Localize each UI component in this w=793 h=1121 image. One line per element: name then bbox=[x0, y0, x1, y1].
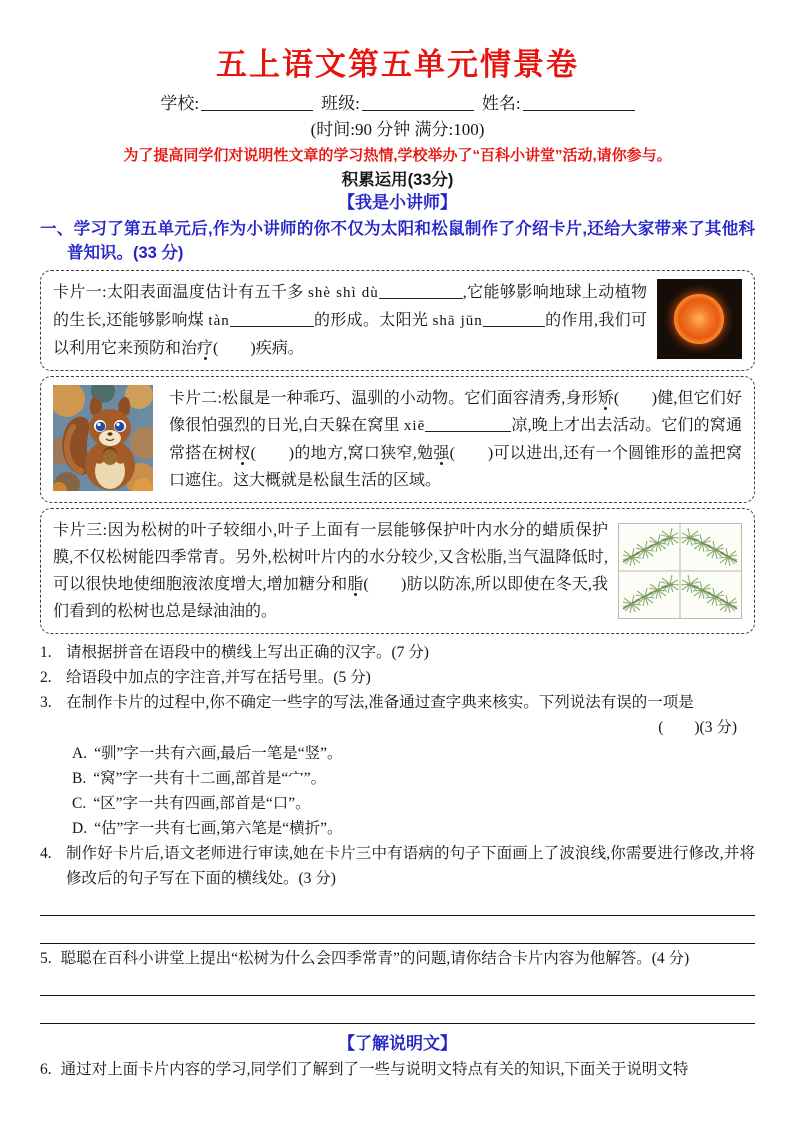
section-title-accumulate: 积累运用(33分) bbox=[341, 171, 454, 189]
card-three-pine bbox=[40, 508, 755, 634]
card-one-text: 卡片一:太阳表面温度估计有五千多 shè shì dù ,它能够影响地球上动植物的生长,还能够影响煤 tàn 的形成。太阳光 shā jūn 的作用,我们可以利用它来预防和治疗( )疾病。 bbox=[53, 284, 647, 357]
option-d-text: “估”字一共有七画,第六笔是“横折”。 bbox=[94, 820, 343, 837]
activity-notice: 为了提高同学们对说明性文章的学习热情,学校举办了“百科小讲堂”活动,请你参与。 bbox=[123, 147, 672, 164]
option-c-text: “区”字一共有四画,部首是“口”。 bbox=[93, 795, 311, 812]
answer-line-3 bbox=[40, 971, 755, 996]
question-5-text: 聪聪在百科小讲堂上提出“松树为什么会四季常青”的问题,请你结合卡片内容为他解答。(4 分) bbox=[60, 950, 690, 967]
question-5-number: 5. bbox=[40, 950, 52, 967]
question-2-number: 2. bbox=[40, 669, 52, 686]
student-info-row bbox=[40, 92, 755, 116]
option-a bbox=[72, 741, 755, 766]
question-6 bbox=[40, 1057, 755, 1082]
card-one-sun bbox=[40, 270, 755, 371]
questions-list bbox=[40, 640, 755, 1082]
banner-lecturer: 【我是小讲师】 bbox=[338, 193, 457, 212]
question-6-number: 6. bbox=[40, 1061, 52, 1078]
name-label: 姓名: bbox=[481, 94, 521, 113]
question-1-text: 请根据拼音在语段中的横线上写出正确的汉字。(7 分) bbox=[66, 644, 429, 661]
option-c-label: C. bbox=[72, 795, 87, 812]
time-score-info: (时间:90 分钟 满分:100) bbox=[310, 120, 485, 139]
question-4-number: 4. bbox=[40, 845, 52, 862]
squirrel-photo bbox=[53, 385, 153, 491]
option-c bbox=[72, 791, 755, 816]
option-b-text: “窝”字一共有十二画,部首是“宀”。 bbox=[93, 770, 327, 787]
pine-branch-photos bbox=[618, 523, 742, 619]
option-b-label: B. bbox=[72, 770, 87, 787]
option-d bbox=[72, 816, 755, 841]
question-3-number: 3. bbox=[40, 694, 52, 711]
class-blank-line bbox=[362, 95, 474, 111]
question-2 bbox=[40, 665, 755, 690]
question-4 bbox=[40, 841, 755, 891]
question-5 bbox=[40, 946, 755, 971]
answer-line-4 bbox=[40, 996, 755, 1024]
answer-line-2 bbox=[40, 916, 755, 944]
school-label: 学校: bbox=[160, 94, 200, 113]
question-6-text: 通过对上面卡片内容的学习,同学们了解到了一些与说明文特点有关的知识,下面关于说明文特 bbox=[60, 1061, 689, 1078]
question-one-intro: 一、学习了第五单元后,作为小讲师的你不仅为太阳和松鼠制作了介绍卡片,还给大家带来了其他科普知识。(33 分) bbox=[40, 220, 755, 262]
option-a-text: “驯”字一共有六画,最后一笔是“竖”。 bbox=[94, 745, 343, 762]
question-2-text: 给语段中加点的字注音,并写在括号里。(5 分) bbox=[66, 669, 371, 686]
card-two-squirrel bbox=[40, 376, 755, 503]
sun-photo bbox=[657, 279, 742, 359]
class-label: 班级: bbox=[321, 94, 360, 113]
question-3 bbox=[40, 690, 755, 715]
name-blank-line bbox=[523, 95, 635, 111]
question-3-answer-slot: ( )(3 分) bbox=[658, 719, 737, 736]
question-1-number: 1. bbox=[40, 644, 52, 661]
card-two-text: 卡片二:松鼠是一种乖巧、温驯的小动物。它们面容清秀,身形矫( )健,但它们好像很怕强烈的日光,白天躲在窝里 xiē 凉,晚上才出去活动。它们的窝通常搭在树杈( )的地方,窝口狭窄,勉强( )可以进出,还有一个圆锥形的盖把窝口遮住。这大概就是松鼠生活的区域。 bbox=[169, 390, 742, 489]
option-d-label: D. bbox=[72, 820, 88, 837]
question-4-text: 制作好卡片后,语文老师进行审读,她在卡片三中有语病的句子下面画上了波浪线,你需要进行修改,并将修改后的句子写在下面的横线处。(3 分) bbox=[66, 845, 755, 887]
question-1 bbox=[40, 640, 755, 665]
answer-line-1 bbox=[40, 891, 755, 916]
option-a-label: A. bbox=[72, 745, 88, 762]
card-three-text: 卡片三:因为松树的叶子较细小,叶子上面有一层能够保护叶内水分的蜡质保护膜,不仅松树能四季常青。另外,松树叶片内的水分较少,又含松脂,当气温降低时,可以很快地使细胞液浓度增大,增加糖分和脂( )肪以防冻,所以即使在冬天,我们看到的松树也总是绿油油的。 bbox=[53, 522, 608, 620]
question-3-options bbox=[40, 741, 755, 841]
page-title: 五上语文第五单元情景卷 bbox=[216, 47, 579, 82]
option-b bbox=[72, 766, 755, 791]
banner-expository: 【了解说明文】 bbox=[338, 1034, 457, 1053]
school-blank-line bbox=[201, 95, 313, 111]
question-3-text: 在制作卡片的过程中,你不确定一些字的写法,准备通过查字典来核实。下列说法有误的一项是 bbox=[66, 694, 694, 711]
